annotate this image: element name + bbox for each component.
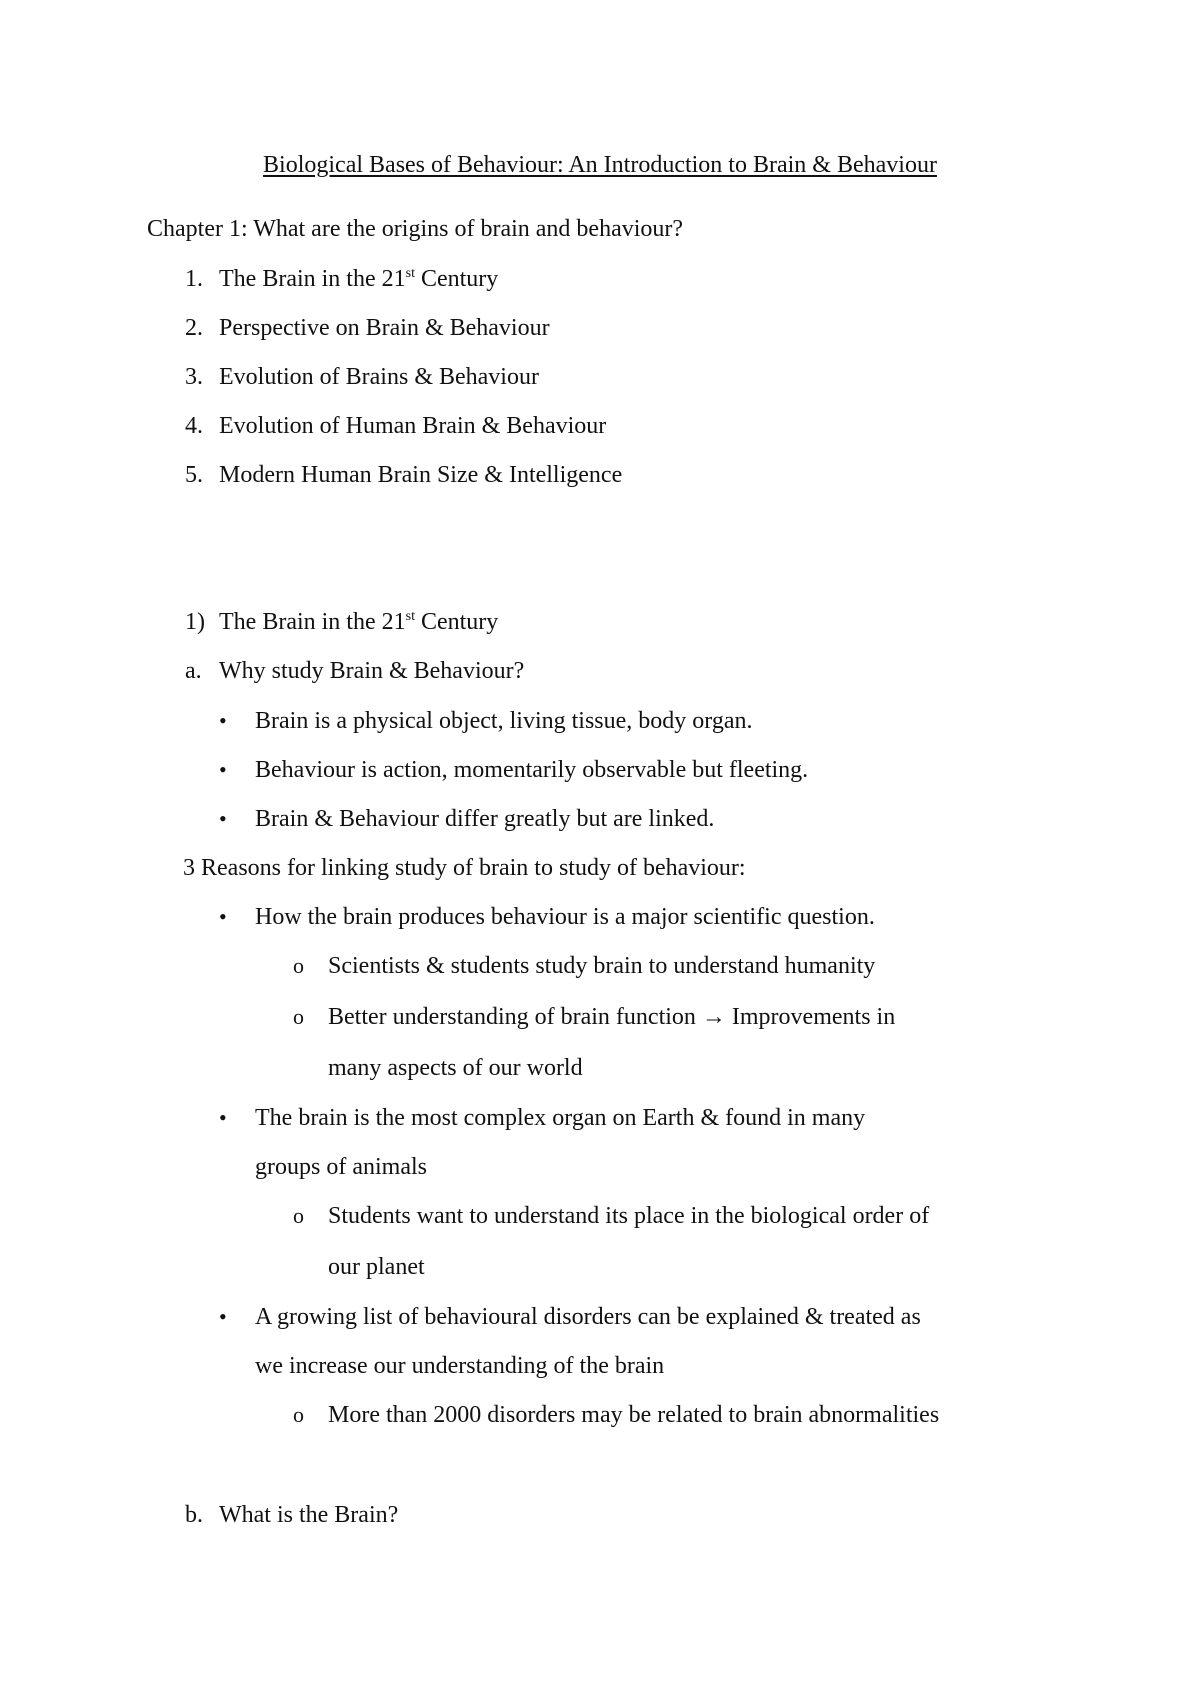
sub-list-item-continuation: many aspects of our world xyxy=(328,1055,583,1081)
list-item-continuation: groups of animals xyxy=(255,1154,427,1180)
circle-bullet-icon: o xyxy=(293,953,304,978)
bullet-icon: • xyxy=(219,806,227,831)
bullet-icon: • xyxy=(219,904,227,929)
document-page: Biological Bases of Behaviour: An Introduction to Brain & Behaviour Chapter 1: What are the origins of brain and behaviour? 1. The Brain in the 21st Century 2. Perspective on Brain & Behaviour 3. Evolution of Brains & Behaviour 4. Evolution of Human Brain & Behaviour 5. Modern Human Brain Size & Intelligence 1) The Brain in the 21st Century a. Why study Brain & Behaviour? • Brain is a physical object, living tissue, body organ. • Behaviour is action, momentarily observable but fleeting. • Brain & Behaviour differ greatly but are linked. 3 Reasons for linking study of brain to study of behaviour: • How the brain produces behaviour is a major scientific question. o Scientists & students study brain to understand humanity o Better understanding of brain function → Improvements in many aspects of our world • The brain is the most complex organ on Earth & found in many groups of animals o Students want to understand its place in the biological order of our planet • A growing list of behavioural disorders can be explained & treated as we increase our understanding of the brain o More than 2000 disorders may be related to brain abnormalities b. What is the Brain? xyxy=(0,0,1200,1698)
chapter-heading: Chapter 1: What are the origins of brain and behaviour? xyxy=(147,216,684,242)
bullet-icon: • xyxy=(219,1105,227,1130)
sub-list-item-continuation: our planet xyxy=(328,1254,425,1280)
circle-bullet-icon: o xyxy=(293,1402,304,1427)
bullet-icon: • xyxy=(219,708,227,733)
list-item-continuation: we increase our understanding of the brain xyxy=(255,1353,665,1379)
circle-bullet-icon: o xyxy=(293,1203,304,1228)
bullet-icon: • xyxy=(219,757,227,782)
bullet-icon: • xyxy=(219,1304,227,1329)
circle-bullet-icon: o xyxy=(293,1004,304,1029)
document-title: Biological Bases of Behaviour: An Introduction to Brain & Behaviour xyxy=(263,152,937,178)
reasons-heading: 3 Reasons for linking study of brain to study of behaviour: xyxy=(183,855,746,881)
